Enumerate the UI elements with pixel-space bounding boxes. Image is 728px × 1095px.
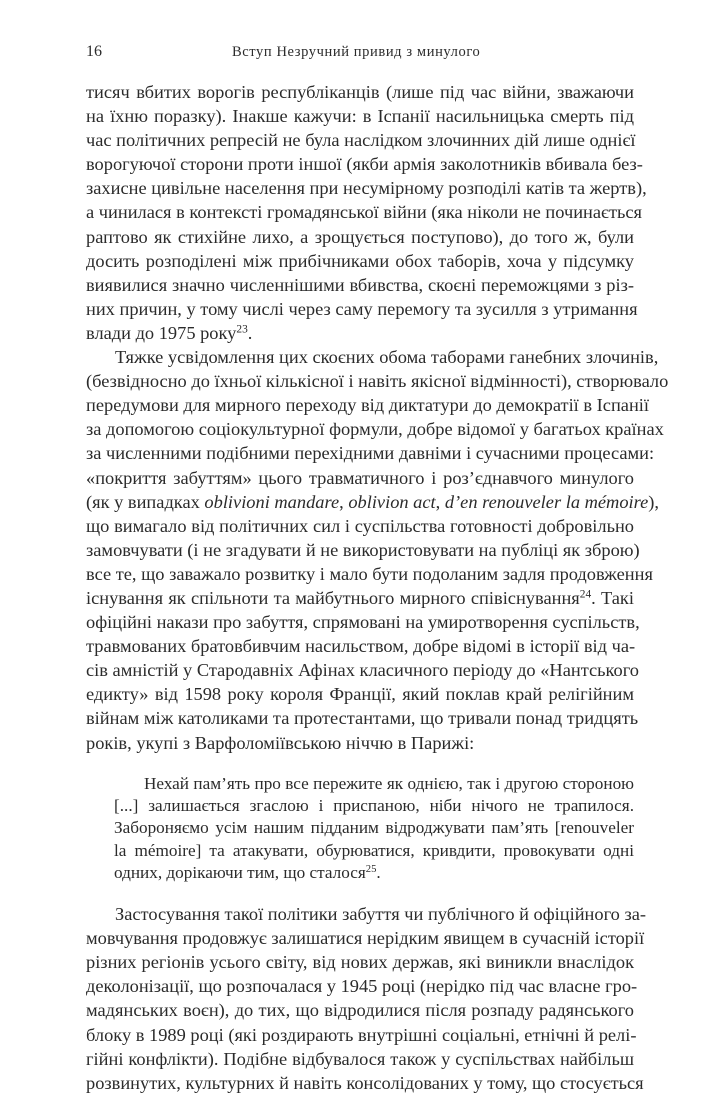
text-line: травмованих братовбивчим насильством, добре відомі в історії від ча- — [86, 636, 636, 657]
running-title: Вступ Незручний привид з минулого — [232, 44, 481, 60]
text-line: розвинутих, культурних й навіть консолідованих у тому, що стосується — [86, 1072, 644, 1093]
block-quote — [114, 773, 634, 884]
quote-line: Нехай пам’ять про все пережите як однією, так і другою стороною — [144, 773, 634, 793]
text-fragment: , — [339, 491, 349, 512]
text-line: сів амністій у Стародавніх Афінах класичного періоду до «Нантського — [86, 660, 639, 681]
text-fragment: одних, дорікаючи тим, що сталося — [114, 862, 366, 882]
text-line: Застосування такої політики забуття чи публічного й офіційного за- — [115, 904, 647, 925]
text-fragment: існування як спільноти та майбутнього мирного співіснування — [86, 587, 580, 608]
text-fragment: ), — [648, 491, 660, 512]
text-line: що вимагало від політичних сил і суспільства готовності добровільно — [86, 515, 634, 536]
page-number: 16 — [86, 43, 102, 60]
footnote-ref-23[interactable]: 23 — [236, 323, 248, 336]
text-line: офіційні накази про забуття, спрямовані на умиротворення суспільств, — [86, 612, 640, 633]
text-fragment: . — [376, 862, 381, 882]
text-fragment: (як у випадках — [86, 491, 205, 512]
text-line: ворогуючої сторони проти іншої (якби армія заколотників вбивала без- — [86, 154, 643, 175]
text-line: замовчувати (і не згадувати й не використовувати на публіці як зброю) — [86, 539, 640, 560]
text-line: них причин, у тому числі через саму перемогу та зусилля з утримання — [86, 298, 638, 319]
paragraph-1 — [86, 80, 647, 345]
body-text — [86, 80, 669, 1095]
text-line: гійні конфлікти). Подібне відбувалося також у суспільствах найбільш — [86, 1048, 634, 1069]
text-line: на їхню поразку). Інакше кажучи: в Іспанії насильницька смерть під — [86, 106, 634, 127]
text-line: блоку в 1989 році (які роздирають внутрішні соціальні, етнічні й релі- — [86, 1024, 637, 1045]
quote-line: Забороняємо усім нашим підданим відроджувати пам’ять [renouveler — [114, 818, 634, 838]
italic-term: oblivion act — [348, 491, 436, 512]
text-line: «покриття забуттям» цього травматичного і роз’єднавчого минулого — [86, 467, 634, 488]
text-line: досить розподілені між прибічниками обох таборів, хоча у підсумку — [86, 250, 634, 271]
italic-term: d’en renouveler la mémoire — [444, 491, 649, 512]
text-line: мовчування продовжує залишатися нерідким явищем в сучасній історії — [86, 928, 645, 949]
text-line: війнам між католиками та протестантами, що тривали понад тридцять — [86, 708, 639, 729]
quote-line: la mémoire] та атакувати, обурюватися, кривдити, провокувати одні — [114, 840, 634, 860]
running-head — [86, 40, 634, 64]
italic-term: oblivioni mandare — [204, 491, 340, 512]
text-line — [86, 490, 660, 514]
footnote-ref-25[interactable]: 25 — [365, 863, 377, 875]
text-line: едикту» від 1598 року короля Франції, який поклав край релігійним — [86, 684, 634, 705]
text-fragment: влади до 1975 року — [86, 322, 237, 343]
text-fragment: . Такі — [591, 587, 634, 608]
quote-line — [114, 862, 634, 884]
text-line: років, укупі з Варфоломіївською ніччю в Парижі: — [86, 732, 475, 753]
text-fragment: . — [247, 322, 253, 343]
text-line: Тяжке усвідомлення цих скоєних обома таборами ганебних злочинів, — [115, 347, 659, 368]
text-line: все те, що заважало розвитку і мало бути подоланим задля продовження — [86, 563, 653, 584]
text-line: різних регіонів усього світу, від нових держав, які виникли внаслідок — [86, 952, 634, 973]
text-line — [86, 586, 634, 610]
footnote-ref-24[interactable]: 24 — [579, 588, 592, 601]
paragraph-3 — [86, 902, 647, 1095]
text-line: тисяч вбитих ворогів республіканців (лише під час війни, зважаючи — [86, 82, 634, 102]
text-line: мадянських воєн), до тих, що відродилися після розпаду радянського — [86, 1000, 634, 1021]
text-line — [86, 321, 634, 345]
text-line: передумови для мирного переходу від диктатури до демократії в Іспанії — [86, 395, 650, 416]
paragraph-2 — [86, 345, 669, 755]
text-line: (безвідносно до їхньої кількісної і навіть якісної відмінності), створювало — [86, 371, 669, 392]
book-page — [86, 40, 669, 1095]
text-line: час політичних репресій не була наслідком злочинних дій лише однієї — [86, 130, 636, 151]
quote-line: [...] залишається згаслою і приспаною, ніби нічого не трапилося. — [114, 795, 634, 815]
text-line: деколонізації, що розпочалася у 1945 році (нерідко під час власне гро- — [86, 976, 638, 997]
text-line: захисне цивільне населення при несумірному розподілі катів та жертв), — [86, 178, 647, 199]
text-line: раптово як стихійне лихо, а зрощується поступово), до того ж, були — [86, 226, 634, 247]
text-line: за численними подібними перехідними давніми і сучасними процесами: — [86, 443, 655, 464]
text-line: за допомогою соціокультурної формули, добре відомої у багатьох країнах — [86, 419, 664, 440]
text-fragment: , — [435, 491, 445, 512]
text-line: а чинилася в контексті громадянської війни (яка ніколи не починається — [86, 202, 642, 223]
text-line: виявилися значно численнішими вбивства, скоєні переможцями з різ- — [86, 274, 634, 295]
